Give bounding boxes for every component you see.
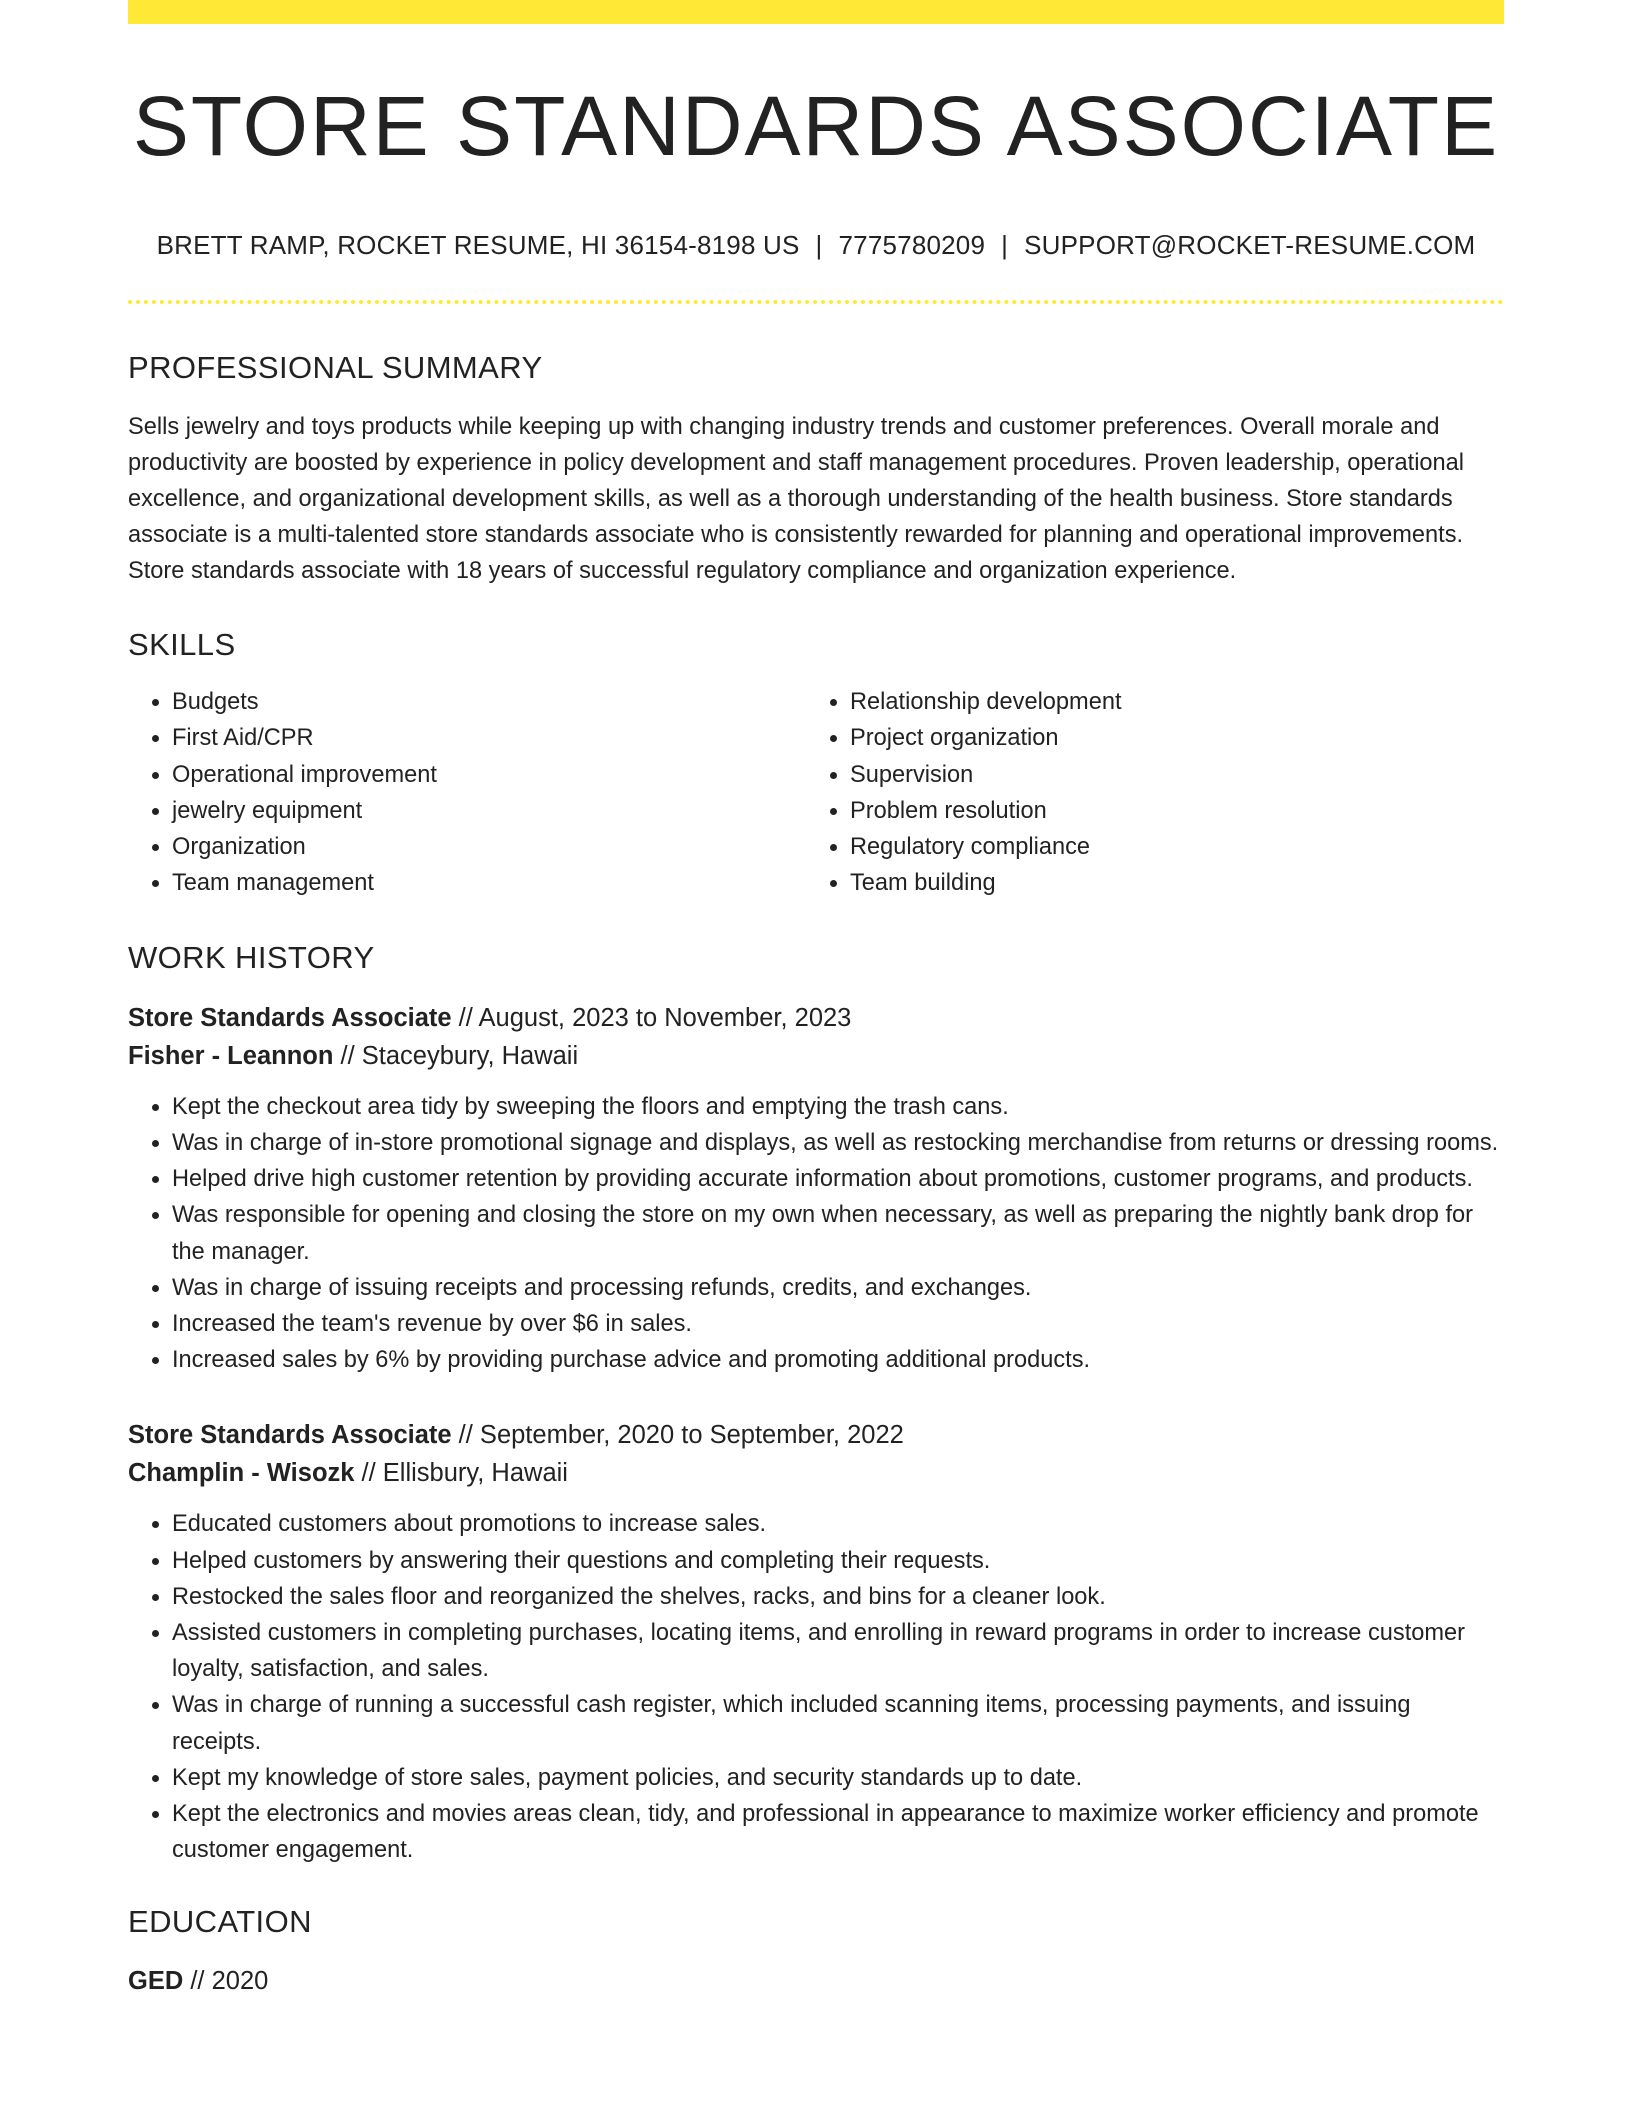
job-bullets [128,1089,1504,1379]
skill-item: • Team management [172,865,806,901]
contact-phone: 7775780209 [838,230,986,260]
job-bullet: • Increased the team's revenue by over $6 in sales. [172,1306,1504,1342]
education-heading: EDUCATION [128,1904,312,1940]
job-entry [128,999,1504,1379]
skill-item: • Budgets [172,684,806,720]
skill-item: • Operational improvement [172,757,806,793]
resume-title: STORE STANDARDS ASSOCIATE [132,79,1500,173]
resume-page [128,0,1504,1999]
job-bullet: • Was in charge of running a successful cash register, which included scanning items, processing payments, and issuing receipts. [172,1687,1504,1759]
job-bullet: • Helped drive high customer retention by providing accurate information about promotions, customer programs, and products. [172,1161,1504,1197]
job-bullet: • Restocked the sales floor and reorganized the shelves, racks, and bins for a cleaner look. [172,1579,1504,1615]
job-title-line [128,1416,1504,1454]
job-bullet: • Kept the electronics and movies areas clean, tidy, and professional in appearance to maximize worker efficiency and promote customer engagement. [172,1796,1504,1868]
job-dates: // September, 2020 to September, 2022 [451,1421,904,1450]
job-entry [128,1416,1504,1868]
job-bullet: • Kept my knowledge of store sales, payment policies, and security standards up to date. [172,1760,1504,1796]
skill-item: • Problem resolution [850,793,1484,829]
education-entry [128,1963,1504,1999]
skill-item: • Supervision [850,757,1484,793]
summary-heading: PROFESSIONAL SUMMARY [128,350,543,385]
job-location: // Staceybury, Hawaii [333,1041,579,1070]
skill-item: • First Aid/CPR [172,720,806,756]
education-degree: GED [128,1967,184,1996]
contact-email: SUPPORT@ROCKET-RESUME.COM [1024,230,1476,260]
job-bullets [128,1506,1504,1868]
job-bullet: • Educated customers about promotions to increase sales. [172,1506,1504,1542]
accent-top-bar [128,0,1504,24]
job-bullet: • Was responsible for opening and closing the store on my own when necessary, as well as preparing the nightly bank drop for the manager. [172,1197,1504,1269]
dotted-divider [128,300,1504,304]
job-bullet: • Helped customers by answering their questions and completing their requests. [172,1543,1504,1579]
contact-separator: | [1001,230,1009,260]
skills-column-left [128,684,806,902]
job-title: Store Standards Associate [128,1421,452,1450]
contact-separator: | [815,230,823,260]
job-bullet: • Kept the checkout area tidy by sweeping the floors and emptying the trash cans. [172,1089,1504,1125]
job-title: Store Standards Associate [128,1003,452,1032]
job-bullet: • Increased sales by 6% by providing purchase advice and promoting additional products. [172,1342,1504,1378]
education-year: // 2020 [183,1967,269,1996]
skill-item: • Relationship development [850,684,1484,720]
job-title-line [128,999,1504,1037]
skill-item: • Project organization [850,720,1484,756]
work-history-heading: WORK HISTORY [128,939,375,975]
skill-item: • Organization [172,829,806,865]
summary-text: Sells jewelry and toys products while keeping up with changing industry trends and customer preferences. Overall morale and productivity are boosted by experience in policy development and staff management procedures. Proven leadership, operational excellence, and organizational development skills, as well as a thorough understanding of the health business. Store standards associate is a multi-talented store standards associate who is consistently rewarded for planning and operational improvements. Store standards associate with 18 years of successful regulatory compliance and organization experience. [128,414,1465,584]
job-bullet: • Was in charge of in-store promotional signage and displays, as well as restocking merchandise from returns or dressing rooms. [172,1125,1504,1161]
job-bullet: • Was in charge of issuing receipts and processing refunds, credits, and exchanges. [172,1270,1504,1306]
skills-list [128,684,1504,902]
skill-item: • Regulatory compliance [850,829,1484,865]
job-location: // Ellisbury, Hawaii [354,1459,568,1488]
skill-item: • Team building [850,865,1484,901]
job-company: Fisher - Leannon [128,1041,334,1070]
contact-address: BRETT RAMP, ROCKET RESUME, HI 36154-8198 US [156,230,800,260]
job-company-line [128,1037,1504,1075]
contact-line [128,232,1504,258]
job-bullet: • Assisted customers in completing purchases, locating items, and enrolling in reward programs in order to increase customer loyalty, satisfaction, and sales. [172,1615,1504,1687]
job-company: Champlin - Wisozk [128,1459,355,1488]
job-dates: // August, 2023 to November, 2023 [451,1003,852,1032]
skills-column-right [806,684,1484,902]
job-company-line [128,1454,1504,1492]
skill-item: • jewelry equipment [172,793,806,829]
skills-heading: SKILLS [128,627,236,662]
